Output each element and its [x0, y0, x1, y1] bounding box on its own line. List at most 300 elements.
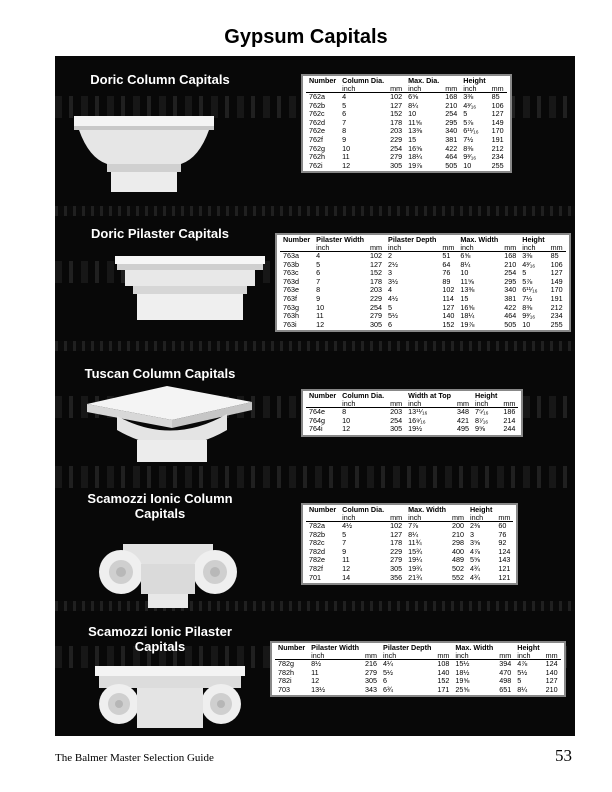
table-cell: 762a: [309, 92, 325, 101]
table-cell: 305: [390, 424, 403, 434]
table-cell: 502: [451, 563, 464, 573]
table-cell: 295: [504, 276, 517, 286]
table-cell: 763a: [283, 251, 299, 260]
table-cell: 106: [550, 259, 563, 269]
ornament-band: [55, 341, 575, 351]
table-cell: 305: [390, 160, 403, 170]
table-cell: 762i: [309, 160, 323, 170]
table-cell: 4: [388, 285, 393, 295]
unit-cell: inch: [408, 399, 422, 408]
table-cell: 5: [463, 109, 468, 119]
table-cell: 4⅞: [517, 659, 528, 668]
table-cell: 2: [388, 251, 393, 260]
column-header: Pilaster Width: [316, 235, 365, 244]
unit-cell: mm: [503, 399, 516, 408]
table-cell: 191: [491, 134, 504, 144]
table-cell: 152: [442, 319, 455, 329]
table-cell: 186: [503, 407, 516, 416]
table-cell: 4³⁄₁₆: [463, 100, 477, 110]
table-cell: 762f: [309, 134, 323, 144]
table-doric-pilaster: [275, 233, 571, 332]
table-cell: 8¼: [408, 100, 419, 110]
table-cell: 140: [437, 667, 450, 677]
table-cell: 762e: [309, 126, 325, 136]
section-title-tuscan-column: Tuscan Column Capitals: [84, 366, 236, 381]
table-cell: 18¼: [460, 311, 475, 321]
table-row: [306, 93, 507, 102]
table-cell: 7½: [463, 134, 474, 144]
doric-pilaster-capital-image: [115, 256, 265, 326]
scamozzi-pilaster-capital-image: [95, 666, 245, 734]
table-cell: 7: [316, 276, 321, 286]
table-cell: 10: [316, 302, 325, 312]
table-cell: 762g: [309, 143, 325, 153]
table-cell: 421: [457, 415, 470, 425]
table-cell: 7⅞: [408, 521, 419, 530]
table-cell: 782e: [309, 555, 325, 565]
table-cell: 19½: [408, 424, 423, 434]
table-cell: 191: [550, 293, 563, 303]
unit-cell: mm: [437, 651, 450, 660]
unit-cell: mm: [390, 399, 403, 408]
table-cell: 203: [390, 407, 403, 416]
table-cell: 11: [342, 555, 350, 565]
column-header: Column Dia.: [342, 76, 385, 85]
table-tuscan-column: [301, 389, 523, 437]
spec-table: [306, 506, 513, 582]
table-cell: 279: [390, 152, 403, 162]
column-header: Height: [522, 235, 545, 244]
table-cell: 9³⁄₁₆: [463, 152, 477, 162]
table-cell: 6: [388, 319, 393, 329]
table-cell: 143: [498, 555, 511, 565]
table-cell: 216: [365, 659, 378, 668]
table-cell: 651: [499, 684, 512, 694]
table-cell: 13¹¹⁄₁₆: [408, 407, 428, 416]
table-cell: 505: [504, 319, 517, 329]
table-cell: 5: [388, 302, 393, 312]
table-doric-column: [301, 74, 512, 173]
unit-cell: inch: [522, 243, 536, 252]
table-cell: 763f: [283, 293, 297, 303]
table-cell: 763i: [283, 319, 297, 329]
table-row: [306, 162, 507, 171]
scamozzi-column-capital-image: [93, 534, 243, 614]
ornament-band: [55, 466, 575, 488]
table-cell: 5½: [388, 311, 399, 321]
column-header: Max. Dia.: [408, 76, 440, 85]
guide-name: The Balmer Master Selection Guide: [55, 752, 214, 764]
table-cell: 102: [390, 521, 403, 530]
unit-cell: inch: [517, 651, 531, 660]
table-cell: 25⅝: [455, 684, 470, 694]
table-cell: 85: [550, 251, 559, 260]
table-cell: 5⅞: [522, 276, 533, 286]
column-header: Number: [309, 76, 337, 85]
table-cell: 140: [545, 667, 558, 677]
table-cell: 152: [370, 268, 383, 278]
table-cell: 782a: [309, 521, 325, 530]
catalog-panel: [55, 56, 575, 736]
table-cell: 763e: [283, 285, 299, 295]
column-header: Width at Top: [408, 391, 452, 400]
table-cell: 5: [342, 100, 347, 110]
table-cell: 9: [342, 546, 347, 556]
table-cell: 9: [316, 293, 321, 303]
table-cell: 782c: [309, 538, 325, 548]
table-cell: 229: [390, 134, 403, 144]
table-cell: 8: [342, 407, 347, 416]
table-cell: 92: [498, 538, 507, 548]
column-header: Height: [463, 76, 486, 85]
unit-cell: inch: [469, 513, 484, 522]
table-cell: 763d: [283, 276, 299, 286]
table-cell: 16⅝: [408, 143, 423, 153]
table-cell: 106: [491, 100, 504, 110]
table-cell: 7: [342, 538, 347, 548]
table-cell: 8¼: [517, 684, 528, 694]
table-cell: 127: [370, 259, 383, 269]
column-header: Height: [475, 391, 498, 400]
table-cell: 12: [311, 676, 320, 686]
table-cell: 8⅜: [463, 143, 474, 153]
table-cell: 85: [491, 92, 500, 101]
table-cell: 170: [550, 285, 563, 295]
table-cell: 340: [445, 126, 458, 136]
table-cell: 763b: [283, 259, 299, 269]
table-cell: 6⅝: [408, 92, 419, 101]
unit-cell: mm: [504, 243, 517, 252]
table-cell: 782d: [309, 546, 325, 556]
table-row: [306, 153, 507, 162]
table-cell: 295: [445, 117, 458, 127]
page-title: Gypsum Capitals: [224, 26, 388, 48]
table-cell: 19⅞: [408, 160, 423, 170]
table-cell: 381: [445, 134, 458, 144]
table-cell: 703: [278, 684, 290, 694]
table-cell: 127: [390, 100, 403, 110]
table-cell: 5: [342, 529, 347, 539]
table-cell: 3: [388, 268, 393, 278]
unit-cell: inch: [463, 84, 477, 93]
column-header: Number: [309, 505, 337, 514]
table-cell: 51: [442, 251, 451, 260]
unit-cell: mm: [442, 243, 455, 252]
table-row: [306, 425, 518, 434]
table-cell: 127: [545, 676, 558, 686]
table-cell: 8⁷⁄₁₆: [475, 415, 489, 425]
table-cell: 16⁹⁄₁₆: [408, 415, 426, 425]
table-cell: 14: [342, 572, 351, 582]
table-cell: 7½: [522, 293, 533, 303]
table-cell: 5: [316, 259, 321, 269]
table-cell: 10: [342, 415, 351, 425]
table-scamozzi-column: [301, 503, 518, 585]
table-cell: 8: [342, 126, 347, 136]
column-header: Max. Width: [408, 505, 446, 514]
unit-cell: mm: [498, 513, 511, 522]
table-cell: 552: [451, 572, 464, 582]
table-cell: 8¼: [460, 259, 471, 269]
table-cell: 15¾: [408, 546, 423, 556]
table-cell: 3: [469, 529, 474, 539]
table-cell: 762b: [309, 100, 325, 110]
table-row: [280, 321, 566, 330]
table-cell: 8: [316, 285, 321, 295]
table-cell: 140: [442, 311, 455, 321]
unit-cell: inch: [316, 243, 330, 252]
table-row: [306, 110, 507, 119]
unit-row: [306, 85, 507, 93]
unit-cell: mm: [370, 243, 383, 252]
unit-cell: inch: [408, 84, 422, 93]
section-title-doric-pilaster: Doric Pilaster Capitals: [91, 226, 229, 241]
table-cell: 782h: [278, 667, 294, 677]
table-cell: 18½: [455, 667, 470, 677]
table-cell: 8¼: [408, 529, 419, 539]
table-cell: 18¼: [408, 152, 423, 162]
table-cell: 400: [451, 546, 464, 556]
unit-cell: inch: [342, 399, 356, 408]
table-cell: 3⅜: [463, 92, 474, 101]
table-cell: 229: [390, 546, 403, 556]
table-cell: 10: [463, 160, 472, 170]
column-header: Pilaster Depth: [388, 235, 437, 244]
table-cell: 102: [370, 251, 383, 260]
table-cell: 203: [390, 126, 403, 136]
column-header: Number: [283, 235, 311, 244]
unit-cell: mm: [390, 513, 403, 522]
ornament-band: [55, 206, 575, 216]
table-cell: 11: [311, 667, 319, 677]
table-cell: 127: [442, 302, 455, 312]
table-cell: 254: [445, 109, 458, 119]
table-cell: 782b: [309, 529, 325, 539]
table-cell: 178: [390, 117, 403, 127]
table-cell: 178: [370, 276, 383, 286]
table-cell: 15: [408, 134, 417, 144]
unit-cell: inch: [388, 243, 402, 252]
table-cell: 6: [383, 676, 388, 686]
table-cell: 381: [504, 293, 517, 303]
table-cell: 21¾: [408, 572, 423, 582]
table-cell: 10: [342, 143, 351, 153]
table-cell: 13⅜: [408, 126, 423, 136]
table-cell: 254: [390, 415, 403, 425]
table-cell: 12: [342, 424, 351, 434]
table-cell: 6: [316, 268, 321, 278]
table-cell: 64: [442, 259, 451, 269]
table-cell: 229: [370, 293, 383, 303]
table-cell: 701: [309, 572, 321, 582]
table-cell: 356: [390, 572, 403, 582]
table-cell: 4¼: [383, 659, 394, 668]
table-cell: 279: [365, 667, 378, 677]
table-cell: 121: [498, 563, 511, 573]
table-cell: 178: [390, 538, 403, 548]
table-cell: 5½: [517, 667, 528, 677]
table-cell: 464: [504, 311, 517, 321]
unit-cell: mm: [445, 84, 458, 93]
unit-cell: mm: [365, 651, 378, 660]
table-cell: 3½: [388, 276, 399, 286]
table-row: [306, 102, 507, 111]
unit-cell: inch: [311, 651, 325, 660]
header-row: [306, 77, 507, 85]
table-cell: 19¼: [408, 555, 423, 565]
column-header: Column Dia.: [342, 391, 385, 400]
section-title-scamozzi-column: Scamozzi Ionic Column Capitals: [87, 491, 233, 521]
table-cell: 11⅝: [460, 276, 474, 286]
spec-table: [306, 392, 518, 434]
table-cell: 464: [445, 152, 458, 162]
table-cell: 340: [504, 285, 517, 295]
table-cell: 203: [370, 285, 383, 295]
table-cell: 11⅝: [408, 117, 422, 127]
table-cell: 298: [451, 538, 464, 548]
column-header: Height: [469, 505, 493, 514]
table-cell: 8⅜: [522, 302, 533, 312]
table-cell: 4⅞: [469, 546, 480, 556]
unit-cell: mm: [451, 513, 464, 522]
table-cell: 19⅞: [460, 319, 475, 329]
column-header: Number: [278, 643, 306, 652]
table-cell: 6¾: [383, 684, 394, 694]
table-cell: 5: [522, 268, 527, 278]
unit-cell: mm: [499, 651, 512, 660]
table-cell: 782f: [309, 563, 323, 573]
table-cell: 4³⁄₁₆: [522, 259, 536, 269]
unit-cell: inch: [342, 513, 356, 522]
table-cell: 234: [491, 152, 504, 162]
table-cell: 8½: [311, 659, 322, 668]
table-cell: 782g: [278, 659, 294, 668]
table-cell: 3⅜: [522, 251, 533, 260]
table-cell: 13⅜: [460, 285, 475, 295]
table-cell: 764e: [309, 407, 325, 416]
table-cell: 108: [437, 659, 450, 668]
table-cell: 5: [517, 676, 522, 686]
table-cell: 12: [342, 160, 351, 170]
table-cell: 764i: [309, 424, 323, 434]
table-cell: 5⅞: [463, 117, 474, 127]
column-header: Max. Width: [460, 235, 499, 244]
table-cell: 19⅝: [455, 676, 470, 686]
table-cell: 170: [491, 126, 504, 136]
table-cell: 127: [390, 529, 403, 539]
table-scamozzi-pilaster: [270, 641, 566, 697]
table-cell: 76: [498, 529, 507, 539]
table-cell: 121: [498, 572, 511, 582]
table-cell: 4: [342, 92, 347, 101]
table-cell: 495: [457, 424, 470, 434]
table-cell: 4½: [388, 293, 399, 303]
table-cell: 168: [445, 92, 458, 101]
table-cell: 279: [370, 311, 383, 321]
table-cell: 16⅝: [460, 302, 475, 312]
table-cell: 489: [451, 555, 464, 565]
table-cell: 214: [503, 415, 516, 425]
table-cell: 762c: [309, 109, 325, 119]
table-cell: 4¾: [469, 572, 480, 582]
table-cell: 76: [442, 268, 451, 278]
table-cell: 9⅝: [475, 424, 486, 434]
table-cell: 343: [365, 684, 378, 694]
unit-cell: inch: [408, 513, 422, 522]
table-cell: 11: [316, 311, 324, 321]
table-cell: 505: [445, 160, 458, 170]
unit-cell: mm: [390, 84, 403, 93]
table-cell: 782i: [278, 676, 292, 686]
table-cell: 13½: [311, 684, 326, 694]
table-row: [306, 136, 507, 145]
column-header: Column Dia.: [342, 505, 385, 514]
table-cell: 15½: [455, 659, 470, 668]
table-cell: 255: [491, 160, 504, 170]
table-cell: 12: [316, 319, 325, 329]
table-cell: 210: [451, 529, 464, 539]
table-cell: 212: [491, 143, 504, 153]
table-cell: 15: [460, 293, 469, 303]
table-cell: 171: [437, 684, 450, 694]
table-cell: 168: [504, 251, 517, 260]
table-cell: 763h: [283, 311, 299, 321]
table-cell: 10: [460, 268, 469, 278]
table-cell: 422: [504, 302, 517, 312]
table-cell: 212: [550, 302, 563, 312]
table-cell: 210: [445, 100, 458, 110]
column-header: Height: [517, 643, 540, 652]
column-header: Pilaster Width: [311, 643, 360, 652]
page-number: 53: [555, 746, 572, 765]
table-cell: 7: [342, 117, 347, 127]
table-row: [306, 127, 507, 136]
table-cell: 114: [442, 293, 454, 303]
unit-cell: inch: [475, 399, 489, 408]
table-cell: 149: [491, 117, 504, 127]
table-cell: 762h: [309, 152, 325, 162]
table-cell: 255: [550, 319, 563, 329]
table-cell: 763g: [283, 302, 299, 312]
column-header: Pilaster Depth: [383, 643, 432, 652]
table-cell: 149: [550, 276, 563, 286]
table-cell: 6⅝: [460, 251, 471, 260]
table-row: [275, 686, 561, 695]
table-row: [306, 145, 507, 154]
doric-column-capital-image: [69, 116, 219, 196]
table-cell: 4½: [342, 521, 353, 530]
table-cell: 2⅜: [469, 521, 480, 530]
table-cell: 210: [504, 259, 517, 269]
unit-cell: mm: [457, 399, 470, 408]
table-cell: 254: [390, 143, 403, 153]
table-cell: 10: [408, 109, 417, 119]
table-cell: 762d: [309, 117, 325, 127]
table-cell: 279: [390, 555, 403, 565]
table-cell: 102: [442, 285, 455, 295]
table-cell: 7⁵⁄₁₆: [475, 407, 489, 416]
table-cell: 9³⁄₁₆: [522, 311, 536, 321]
table-cell: 764g: [309, 415, 325, 425]
table-cell: 394: [499, 659, 512, 668]
unit-cell: inch: [460, 243, 474, 252]
table-cell: 124: [498, 546, 511, 556]
table-cell: 5½: [383, 667, 394, 677]
table-cell: 763c: [283, 268, 299, 278]
table-cell: 200: [451, 521, 464, 530]
table-cell: 11: [342, 152, 350, 162]
table-cell: 305: [370, 319, 383, 329]
